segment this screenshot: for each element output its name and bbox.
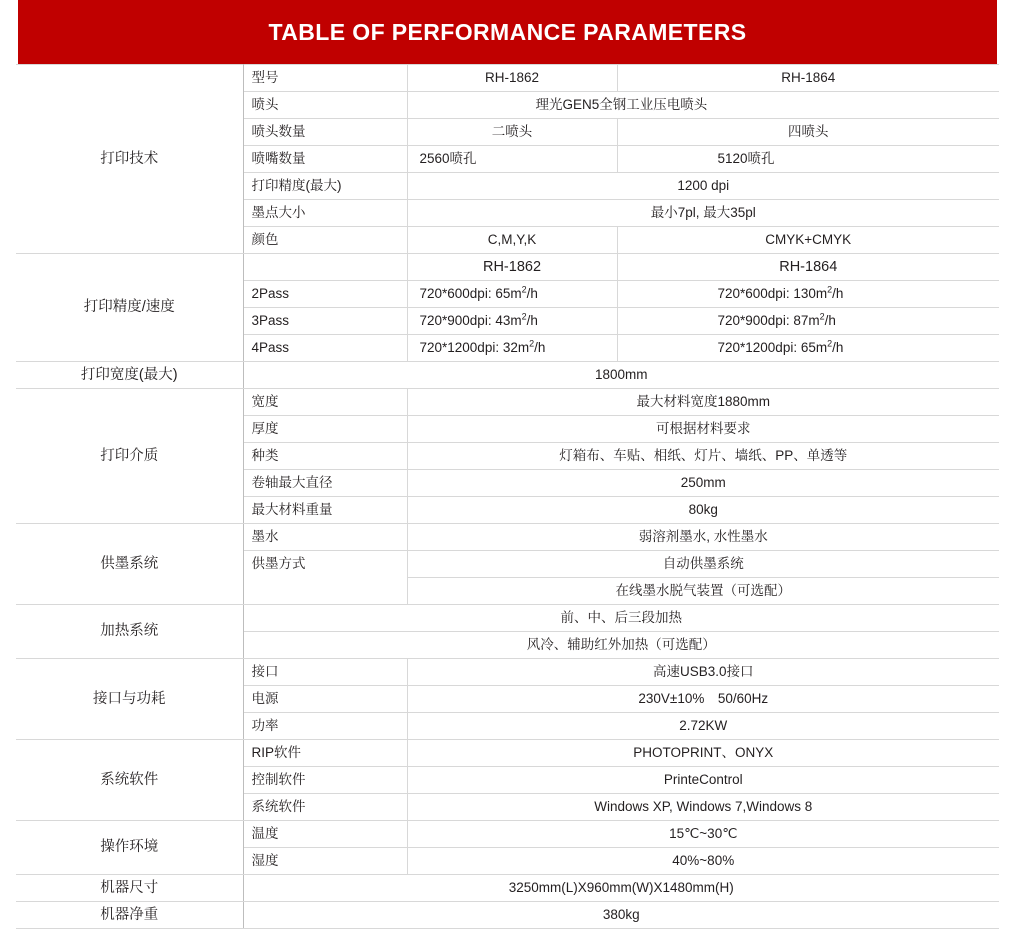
category-system-software: 系统软件 <box>16 740 243 821</box>
row-label-media-thickness: 厚度 <box>243 416 407 443</box>
category-print-width: 打印宽度(最大) <box>16 362 243 389</box>
cell-3pass-a-text: 720*900dpi: 43m <box>419 313 522 329</box>
row-label-roll-diameter: 卷轴最大直径 <box>243 470 407 497</box>
cell-4pass-a <box>407 335 617 362</box>
cell-print-width: 1800mm <box>243 362 999 389</box>
cell-heating-optional: 风冷、辅助红外加热（可选配） <box>243 632 999 659</box>
table-row <box>16 902 999 929</box>
title-right-notch <box>997 0 1015 64</box>
row-label-media-width: 宽度 <box>243 389 407 416</box>
row-label-power-consumption: 功率 <box>243 713 407 740</box>
cell-4pass-a-unit: /h <box>534 340 546 356</box>
cell-media-thickness: 可根据材料要求 <box>407 416 999 443</box>
cell-color-b: CMYK+CMYK <box>617 227 999 254</box>
row-label-rip-software: RIP软件 <box>243 740 407 767</box>
cell-2pass-a-unit: /h <box>526 286 538 302</box>
cell-power-consumption: 2.72KW <box>407 713 999 740</box>
cell-3pass-a-sup: 2 <box>521 311 527 322</box>
row-label-color: 颜色 <box>243 227 407 254</box>
table-row <box>16 740 999 767</box>
row-label-drop-size: 墨点大小 <box>243 200 407 227</box>
row-label-power-source: 电源 <box>243 686 407 713</box>
row-label-printhead-count: 喷头数量 <box>243 119 407 146</box>
cell-3pass-b-text: 720*900dpi: 87m <box>717 313 820 329</box>
table-row <box>16 65 999 92</box>
cell-speed-model-b: RH-1864 <box>617 254 999 281</box>
cell-temperature: 15℃~30℃ <box>407 821 999 848</box>
category-print-media: 打印介质 <box>16 389 243 524</box>
cell-speed-model-a: RH-1862 <box>407 254 617 281</box>
cell-2pass-b-text: 720*600dpi: 130m <box>717 286 828 302</box>
table-row <box>16 254 999 281</box>
cell-humidity: 40%~80% <box>407 848 999 875</box>
cell-media-types: 灯箱布、车贴、相纸、灯片、墙纸、PP、单透等 <box>407 443 999 470</box>
cell-4pass-b-text: 720*1200dpi: 65m <box>717 340 828 356</box>
cell-4pass-b-unit: /h <box>832 340 844 356</box>
cell-rip-software: PHOTOPRINT、ONYX <box>407 740 999 767</box>
row-label-media-types: 种类 <box>243 443 407 470</box>
table-row <box>16 605 999 632</box>
cell-4pass-b-sup: 2 <box>827 338 833 349</box>
row-label-ink-supply-mode: 供墨方式 <box>243 551 407 578</box>
row-label-2pass: 2Pass <box>243 281 407 308</box>
cell-machine-dimensions: 3250mm(L)X960mm(W)X1480mm(H) <box>243 875 999 902</box>
table-row <box>16 659 999 686</box>
row-label-ink-degassing <box>243 578 407 605</box>
cell-roll-diameter: 250mm <box>407 470 999 497</box>
cell-color-a: C,M,Y,K <box>407 227 617 254</box>
row-label-model: 型号 <box>243 65 407 92</box>
page-title-bar <box>0 0 1015 64</box>
cell-media-width: 最大材料宽度1880mm <box>407 389 999 416</box>
cell-4pass-b <box>617 335 999 362</box>
cell-interface: 高速USB3.0接口 <box>407 659 999 686</box>
title-left-notch <box>0 0 18 64</box>
table-row <box>16 389 999 416</box>
cell-ink: 弱溶剂墨水, 水性墨水 <box>407 524 999 551</box>
row-label-printhead: 喷头 <box>243 92 407 119</box>
cell-ink-degassing: 在线墨水脱气装置（可选配） <box>407 578 999 605</box>
cell-3pass-a <box>407 308 617 335</box>
cell-2pass-b-unit: /h <box>832 286 844 302</box>
cell-3pass-a-unit: /h <box>526 313 538 329</box>
category-machine-weight: 机器净重 <box>16 902 243 929</box>
cell-heating-three-stage: 前、中、后三段加热 <box>243 605 999 632</box>
row-label-4pass: 4Pass <box>243 335 407 362</box>
cell-2pass-a-text: 720*600dpi: 65m <box>419 286 522 302</box>
cell-2pass-b-sup: 2 <box>827 284 833 295</box>
cell-3pass-b <box>617 308 999 335</box>
cell-2pass-b <box>617 281 999 308</box>
cell-3pass-b-unit: /h <box>824 313 836 329</box>
cell-2pass-a-sup: 2 <box>521 284 527 295</box>
cell-printhead-count-a: 二喷头 <box>407 119 617 146</box>
cell-model-a: RH-1862 <box>407 65 617 92</box>
performance-parameters-table <box>16 64 999 929</box>
row-label-os-software: 系统软件 <box>243 794 407 821</box>
page-title: TABLE OF PERFORMANCE PARAMETERS <box>268 18 747 45</box>
cell-4pass-a-text: 720*1200dpi: 32m <box>419 340 530 356</box>
cell-nozzle-count-a: 2560喷孔 <box>407 146 617 173</box>
table-row <box>16 362 999 389</box>
category-print-accuracy-speed: 打印精度/速度 <box>16 254 243 362</box>
row-label-print-resolution: 打印精度(最大) <box>243 173 407 200</box>
row-label-humidity: 湿度 <box>243 848 407 875</box>
cell-printhead-count-b: 四喷头 <box>617 119 999 146</box>
category-interface-power: 接口与功耗 <box>16 659 243 740</box>
cell-printhead-value: 理光GEN5全钢工业压电喷头 <box>407 92 999 119</box>
table-row <box>16 821 999 848</box>
category-print-technology: 打印技术 <box>16 65 243 254</box>
row-label-control-software: 控制软件 <box>243 767 407 794</box>
cell-3pass-b-sup: 2 <box>819 311 825 322</box>
cell-nozzle-count-b: 5120喷孔 <box>617 146 999 173</box>
cell-control-software: PrinteControl <box>407 767 999 794</box>
table-row <box>16 524 999 551</box>
row-label-media-weight: 最大材料重量 <box>243 497 407 524</box>
row-label-3pass: 3Pass <box>243 308 407 335</box>
category-machine-dimensions: 机器尺寸 <box>16 875 243 902</box>
cell-2pass-a <box>407 281 617 308</box>
cell-model-b: RH-1864 <box>617 65 999 92</box>
row-label-temperature: 温度 <box>243 821 407 848</box>
cell-print-resolution: 1200 dpi <box>407 173 999 200</box>
cell-power-source: 230V±10% 50/60Hz <box>407 686 999 713</box>
cell-os-software: Windows XP, Windows 7,Windows 8 <box>407 794 999 821</box>
category-operating-environment: 操作环境 <box>16 821 243 875</box>
cell-machine-weight: 380kg <box>243 902 999 929</box>
cell-4pass-a-sup: 2 <box>529 338 535 349</box>
row-label-ink: 墨水 <box>243 524 407 551</box>
category-ink-supply: 供墨系统 <box>16 524 243 605</box>
row-label-interface: 接口 <box>243 659 407 686</box>
category-heating-system: 加热系统 <box>16 605 243 659</box>
table-row <box>16 875 999 902</box>
row-label-nozzle-count: 喷嘴数量 <box>243 146 407 173</box>
cell-ink-supply-mode: 自动供墨系统 <box>407 551 999 578</box>
row-label-speed-header <box>243 254 407 281</box>
cell-drop-size: 最小7pl, 最大35pl <box>407 200 999 227</box>
cell-media-weight: 80kg <box>407 497 999 524</box>
